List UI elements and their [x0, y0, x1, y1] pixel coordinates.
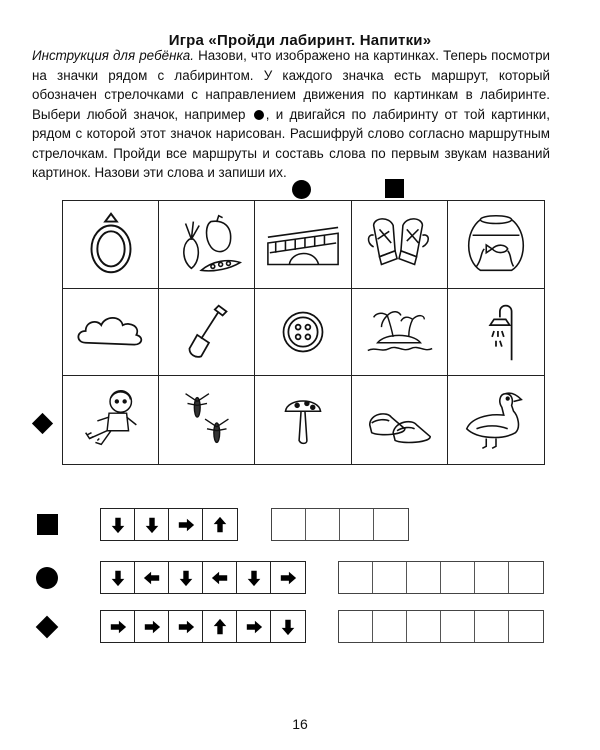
- answer-box[interactable]: [475, 562, 509, 593]
- maze-cell-cloud: [63, 289, 159, 377]
- instruction-part-1: Назови, что изображено на картинках. Теперь посмотри на значки рядом с лабиринтом. У каждого значка есть маршрут, который обозначен стрелочками с направлением движения по картинкам в лабиринте. Выбери любой значок, например: [32, 48, 550, 122]
- slippers-icon: [360, 385, 438, 455]
- answer-box[interactable]: [374, 509, 408, 540]
- aquarium-icon: [457, 209, 535, 279]
- maze-grid: [62, 200, 545, 465]
- arrow-down-icon: [237, 562, 271, 593]
- answer-box[interactable]: [441, 562, 475, 593]
- diamond-marker-icon: [32, 413, 53, 434]
- button-icon: [264, 297, 342, 367]
- maze-cell-island: [352, 289, 448, 377]
- shower-icon: [457, 297, 535, 367]
- route-arrows-square: [100, 508, 238, 541]
- maze-cell-button: [255, 289, 351, 377]
- arrow-up-icon: [203, 509, 237, 540]
- circle-marker-icon: [36, 567, 58, 589]
- answer-box[interactable]: [373, 562, 407, 593]
- answer-boxes-circle[interactable]: [338, 561, 544, 594]
- route-arrows-circle: [100, 561, 306, 594]
- answer-box[interactable]: [509, 611, 543, 642]
- answer-box[interactable]: [339, 611, 373, 642]
- maze-cell-shovel: [159, 289, 255, 377]
- arrow-down-icon: [135, 509, 169, 540]
- instruction-lead: Инструкция для ребёнка.: [32, 48, 194, 63]
- answer-box[interactable]: [340, 509, 374, 540]
- answer-box[interactable]: [306, 509, 340, 540]
- maze-cell-duck: [448, 376, 544, 464]
- route-arrows-diamond: [100, 610, 306, 643]
- arrow-up-icon: [203, 611, 237, 642]
- arrow-right-icon: [135, 611, 169, 642]
- wasps-icon: [168, 385, 246, 455]
- arrow-down-icon: [169, 562, 203, 593]
- maze-cell-wasps: [159, 376, 255, 464]
- maze-cell-mushroom: [255, 376, 351, 464]
- arrow-down-icon: [101, 562, 135, 593]
- circle-marker-icon: [292, 180, 311, 199]
- doll-icon: [72, 385, 150, 455]
- shovel-icon: [168, 297, 246, 367]
- route-row-square: [0, 508, 600, 544]
- arrow-left-icon: [135, 562, 169, 593]
- maze-cell-aquarium: [448, 201, 544, 289]
- answer-box[interactable]: [475, 611, 509, 642]
- mushroom-icon: [264, 385, 342, 455]
- arrow-down-icon: [271, 611, 305, 642]
- mittens-icon: [360, 209, 438, 279]
- square-marker-icon: [37, 514, 58, 535]
- answer-boxes-diamond[interactable]: [338, 610, 544, 643]
- answer-box[interactable]: [339, 562, 373, 593]
- answer-box[interactable]: [509, 562, 543, 593]
- island-icon: [360, 297, 438, 367]
- page-number: 16: [292, 716, 308, 732]
- duck-icon: [457, 385, 535, 455]
- square-marker-icon: [385, 179, 404, 198]
- answer-box[interactable]: [441, 611, 475, 642]
- answer-box[interactable]: [373, 611, 407, 642]
- answer-box[interactable]: [407, 562, 441, 593]
- route-row-circle: [0, 561, 600, 597]
- vegetables-icon: [168, 209, 246, 279]
- maze-cell-bridge: [255, 201, 351, 289]
- bridge-icon: [264, 209, 342, 279]
- arrow-right-icon: [237, 611, 271, 642]
- ring-icon: [72, 209, 150, 279]
- arrow-right-icon: [169, 611, 203, 642]
- arrow-down-icon: [101, 509, 135, 540]
- instruction-part-2: , и двигайся по лабиринту от той картинки, рядом с которой этот значок нарисован. Расшифруй слово согласно маршрутным стрелочкам. Пройди все маршруты и составь слова по первым звукам названий картинок. Назови эти слова и запиши их.: [32, 106, 550, 180]
- instruction-text: [32, 46, 550, 183]
- maze-cell-slippers: [352, 376, 448, 464]
- arrow-right-icon: [271, 562, 305, 593]
- circle-marker-inline-icon: [254, 110, 264, 120]
- maze-cell-doll: [63, 376, 159, 464]
- maze-cell-ring: [63, 201, 159, 289]
- maze-cell-vegetables: [159, 201, 255, 289]
- cloud-icon: [72, 297, 150, 367]
- maze-cell-mittens: [352, 201, 448, 289]
- arrow-right-icon: [169, 509, 203, 540]
- answer-box[interactable]: [272, 509, 306, 540]
- diamond-marker-icon: [36, 616, 59, 639]
- arrow-right-icon: [101, 611, 135, 642]
- maze-cell-shower: [448, 289, 544, 377]
- page-title: Игра «Пройди лабиринт. Напитки»: [168, 32, 432, 49]
- answer-boxes-square[interactable]: [271, 508, 409, 541]
- route-row-diamond: [0, 610, 600, 646]
- arrow-left-icon: [203, 562, 237, 593]
- answer-box[interactable]: [407, 611, 441, 642]
